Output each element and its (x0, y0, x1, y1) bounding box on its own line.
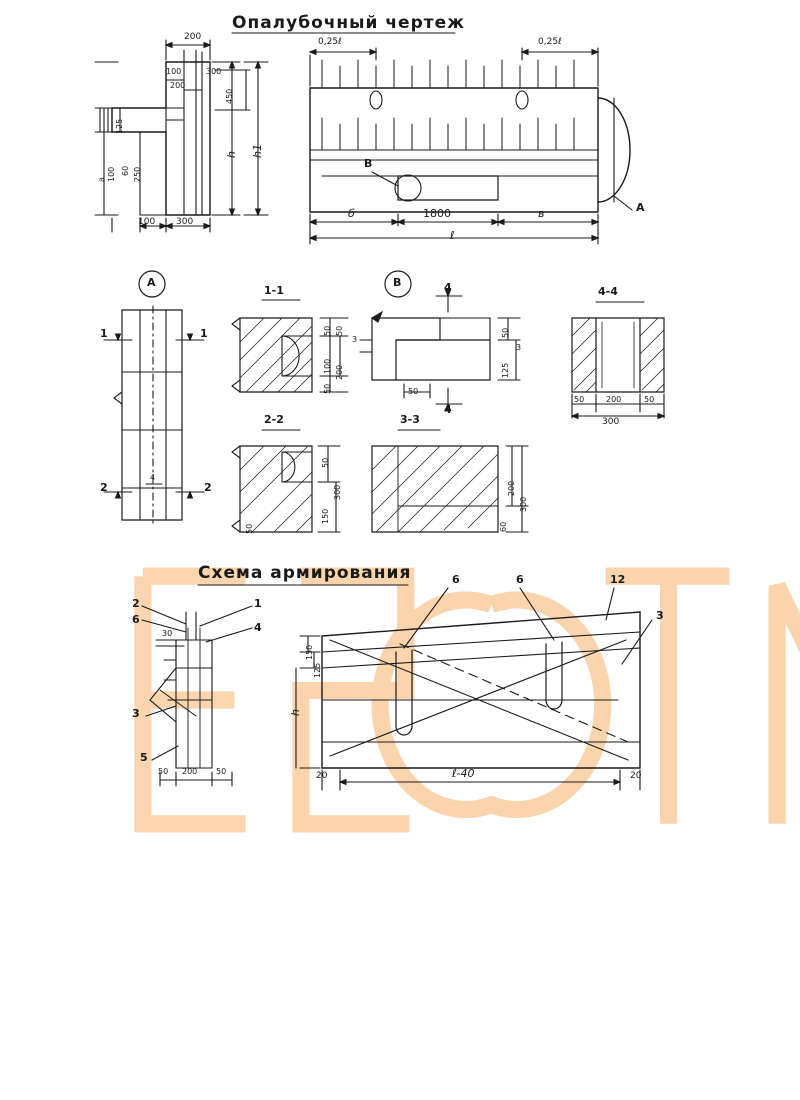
title-formwork: Опалубочный чертеж (232, 13, 466, 33)
cut-mark-2-right: 2 (204, 481, 212, 494)
s11-dim-50b: 50 (323, 383, 332, 394)
section-title-1-1: 1-1 (264, 284, 284, 297)
reinf-dim-30: 30 (162, 629, 173, 638)
detail-a-dim-4: 4 (150, 473, 156, 482)
dim-h1: h1 (251, 144, 264, 158)
reinf-dim-125: 125 (313, 662, 322, 678)
section-title-3-3: 3-3 (400, 413, 420, 426)
s44-dim-50r: 50 (644, 395, 655, 404)
dim-100-top: 100 (166, 67, 182, 76)
circle-label-a: А (147, 276, 156, 289)
s33-dim-200: 200 (507, 480, 516, 496)
reinf-dim-l40: ℓ-40 (452, 767, 475, 780)
dim-1800: 1800 (423, 207, 451, 220)
reinf-mark-1: 1 (254, 597, 262, 610)
node4-dim-3b: 3 (516, 343, 522, 352)
circle-label-b: В (393, 276, 402, 289)
title-reinforcement: Схема армирования (198, 563, 412, 583)
dim-300-bottom: 300 (176, 217, 194, 227)
node4-label-bottom: 4 (444, 403, 452, 416)
cut-mark-2-left: 2 (100, 481, 108, 494)
dim-60-left: 60 (121, 165, 130, 176)
s22-dim-50b: 50 (245, 523, 254, 534)
dim-450: 450 (225, 88, 234, 104)
s11-dim-100: 100 (323, 358, 332, 374)
node4-dim-125: 125 (501, 362, 510, 378)
reinf-mark-2: 2 (132, 597, 140, 610)
reinf-right-mark-6b: 6 (516, 573, 524, 586)
dim-100-left: 100 (107, 166, 116, 182)
s11-dim-200: 200 (335, 364, 344, 380)
node4-label-top: 4 (444, 281, 452, 294)
node4-dim-50: 50 (408, 387, 419, 396)
reinf-dim-20r: 20 (630, 771, 642, 781)
cut-mark-1-left: 1 (100, 327, 108, 340)
s44-dim-300: 300 (602, 417, 620, 427)
s22-dim-150: 150 (321, 508, 330, 524)
s11-dim-50: 50 (323, 325, 332, 336)
callout-a: А (636, 201, 645, 214)
s11-dim-50c: 50 (335, 325, 344, 336)
node4-dim-50b: 50 (501, 327, 510, 338)
dim-100-bottom: 100 (138, 217, 156, 227)
s44-dim-200: 200 (606, 395, 622, 404)
reinf-dim-50l: 50 (158, 767, 169, 776)
dim-quarter-right: 0,25ℓ (538, 37, 562, 47)
s22-dim-50: 50 (321, 457, 330, 468)
dim-a: a (97, 177, 106, 182)
reinf-mark-4: 4 (254, 621, 262, 634)
dim-125: 125 (115, 118, 124, 134)
dim-h: h (225, 151, 238, 158)
reinf-mark-5: 5 (140, 751, 148, 764)
reinf-mark-3: 3 (132, 707, 140, 720)
reinf-right-mark-6a: 6 (452, 573, 460, 586)
cut-mark-1-right: 1 (200, 327, 208, 340)
s44-dim-50l: 50 (574, 395, 585, 404)
dim-250-left: 250 (133, 166, 142, 182)
reinf-dim-150: 150 (305, 644, 314, 660)
dim-quarter-left: 0,25ℓ (318, 37, 342, 47)
reinf-right-mark-12: 12 (610, 573, 626, 586)
reinf-dim-50r: 50 (216, 767, 227, 776)
node4-dim-3a: 3 (352, 335, 358, 344)
reinf-mark-6: 6 (132, 613, 140, 626)
s33-dim-60: 60 (499, 521, 508, 532)
dim-total-l: ℓ (450, 229, 455, 242)
callout-b: В (364, 157, 373, 170)
dim-200-mid: 200 (170, 81, 186, 90)
section-title-4-4: 4-4 (598, 285, 618, 298)
s33-dim-300: 300 (519, 496, 528, 512)
reinf-dim-20l: 20 (316, 771, 328, 781)
section-title-2-2: 2-2 (264, 413, 284, 426)
dim-200-top: 200 (184, 32, 202, 42)
dim-300-top: 300 (206, 67, 222, 76)
dim-b-left: б (348, 207, 355, 220)
dim-b-right: в (538, 207, 545, 220)
reinf-dim-h: h (289, 709, 302, 716)
reinf-dim-200: 200 (182, 767, 198, 776)
s22-dim-300: 300 (333, 484, 342, 500)
reinf-right-mark-3: 3 (656, 609, 664, 622)
